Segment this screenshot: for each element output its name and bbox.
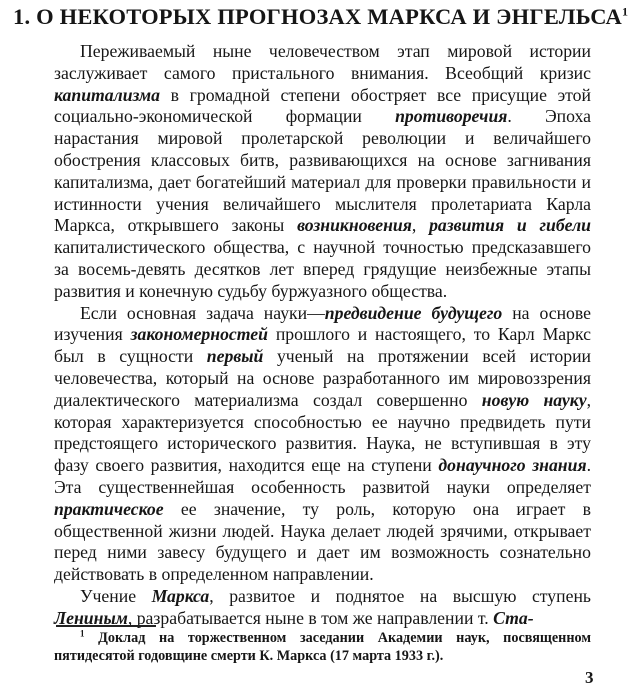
emphasis-text: первый — [206, 346, 264, 367]
emphasis-text: предвидение будущего — [324, 302, 503, 323]
paragraph-text: Переживаемый ныне человечеством этап мировой истории заслуживает самого пристального внимания. Всеобщий кризис — [54, 41, 591, 83]
body-text — [54, 41, 591, 630]
emphasis-text: Лениным — [54, 607, 128, 628]
footnote-divider — [56, 625, 156, 627]
footnote-marker: 1 — [80, 628, 85, 639]
paragraph-text: в громадной степени обостряет все присущие этой социально-экономической формации — [54, 84, 591, 127]
paragraph-text: , которая характеризуется способностью ее научно предвидеть пути предстоящего исторического развития. Наука, не вступившая в эту фазу своего развития, находится еще на ступени — [54, 389, 591, 476]
paragraph-text: на основе изучения — [54, 302, 591, 345]
emphasis-text: Маркса — [151, 585, 210, 606]
emphasis-text: развития и гибели — [429, 215, 592, 236]
paragraph — [54, 41, 591, 303]
emphasis-text: капитализма — [54, 84, 160, 105]
paragraph-text: ученый на протяжении всей истории человечества, который на основе разработанного им мировоззрения диалектического материализма создал совершенно — [54, 346, 591, 410]
footnote — [54, 630, 591, 665]
emphasis-text: Ста- — [493, 607, 534, 628]
paragraph-text: , — [411, 215, 430, 236]
emphasis-text: практическое — [54, 498, 164, 519]
emphasis-text: возникновения — [297, 215, 412, 236]
paragraph-text: капиталистического общества, с научной точностью предсказавшего за восемь-девять десятков лет вперед грядущие неизбежные этапы развития и конечную судьбу буржуазного общества. — [54, 237, 591, 301]
chapter-heading-text: 1. О НЕКОТОРЫХ ПРОГНОЗАХ МАРКСА И ЭНГЕЛЬСА — [13, 4, 623, 29]
footnote-text: Доклад на торжественном заседании Академии наук, посвященном пятидесятой годовщине смерти К. Маркса (17 марта 1933 г.). — [54, 630, 591, 664]
chapter-heading — [13, 2, 628, 32]
paragraph-text: Учение — [80, 585, 152, 606]
emphasis-text: донаучного знания — [438, 455, 587, 476]
heading-footnote-marker: 1 — [622, 4, 628, 19]
paragraph-text: ее значение, ту роль, которую она играет в общественной жизни людей. Наука делает людей зрячими, открывает перед ними завесу будущего и дает им возможность сознательно действовать в определенном направлении. — [54, 498, 591, 585]
paragraph-text: , развитое и поднятое на высшую ступень — [209, 585, 591, 606]
page-number: 3 — [585, 668, 594, 687]
emphasis-text: закономерностей — [130, 324, 268, 345]
paragraph-text: . Эта существеннейшая особенность развитой науки определяет — [54, 455, 591, 497]
paragraph-text: , разрабатывается ныне в том же направлении т. — [127, 607, 494, 628]
paragraph-text: . Эпоха нарастания мировой пролетарской революции и величайшего обострения классовых битв, развивающихся на основе загнивания капитализма, дает богатейший материал для проверки правильности и истинности учения величайшего мыслителя пролетариата Карла Маркса, открывшего законы — [54, 106, 591, 236]
paragraph — [54, 303, 591, 586]
paragraph-text: Если основная задача науки— — [80, 302, 325, 323]
paragraph — [54, 586, 591, 630]
emphasis-text: новую науку — [481, 389, 587, 410]
emphasis-text: противоречия — [395, 106, 508, 127]
paragraph-text: прошлого и настоящего, то Карл Маркс был в сущности — [54, 324, 591, 367]
